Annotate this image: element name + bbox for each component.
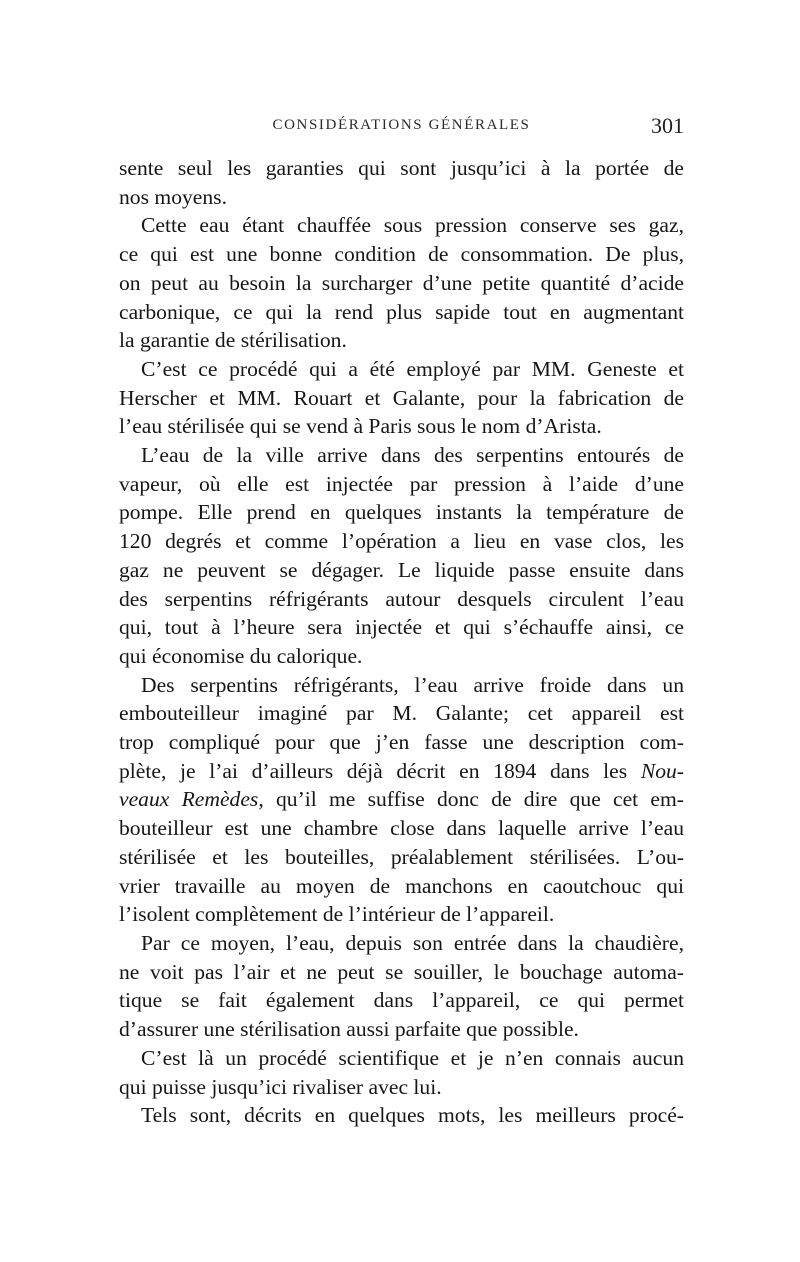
text-line: des serpentins réfrigérants autour desquels circulent l’eau [119, 586, 684, 611]
text-line-with-italic [119, 785, 684, 814]
italic-title-fragment: Nou- [640, 758, 684, 783]
text-line: L’eau de la ville arrive dans des serpentins entourés de [141, 443, 684, 468]
text-line-with-italic [119, 757, 684, 786]
running-head [119, 113, 684, 143]
text-line: Cette eau étant chauffée sous pression conserve ses gaz, [141, 213, 684, 238]
text-line: carbonique, ce qui la rend plus sapide tout en augmentant [119, 299, 684, 324]
text-line: sente seul les garanties qui sont jusqu’ici à la portée de [119, 156, 684, 180]
paragraph-7 [119, 1044, 684, 1101]
text-fragment: plète, je l’ai d’ailleurs déjà décrit en 1894 dans les [119, 758, 628, 783]
text-line: C’est là un procédé scientifique et je n’en connais aucun [141, 1045, 684, 1070]
paragraph-3 [119, 355, 684, 441]
paragraph-1 [119, 154, 684, 211]
text-line: Tels sont, décrits en quelques mots, les meilleurs procé- [141, 1103, 684, 1128]
text-line: Herscher et MM. Rouart et Galante, pour la fabrication de [119, 385, 684, 410]
text-line: l’eau stérilisée qui se vend à Paris sous le nom d’Arista. [119, 414, 602, 439]
text-line: tique se fait également dans l’appareil, ce qui permet [119, 988, 684, 1013]
paragraph-8 [119, 1101, 684, 1130]
paragraph-5 [119, 671, 684, 929]
text-line: nos moyens. [119, 184, 227, 209]
text-line: pompe. Elle prend en quelques instants la température de [119, 500, 684, 525]
paragraph-2 [119, 211, 684, 355]
text-line: l’isolent complètement de l’intérieur de l’appareil. [119, 902, 555, 927]
page-number: 301 [651, 113, 684, 138]
text-line: Par ce moyen, l’eau, depuis son entrée dans la chaudière, [141, 930, 684, 955]
text-line: ce qui est une bonne condition de consommation. De plus, [119, 242, 684, 267]
body-text [119, 154, 684, 1130]
text-line: Des serpentins réfrigérants, l’eau arrive froide dans un [141, 672, 684, 697]
text-line: ne voit pas l’air et ne peut se souiller, le bouchage automa- [119, 959, 684, 984]
text-line: qui économise du calorique. [119, 643, 363, 668]
text-fragment: , qu’il me suffise donc de dire que cet em- [258, 787, 684, 812]
text-line: vrier travaille au moyen de manchons en caoutchouc qui [119, 873, 684, 898]
text-line: stérilisée et les bouteilles, préalablement stérilisées. L’ou- [119, 844, 684, 869]
paragraph-6 [119, 929, 684, 1044]
text-line: bouteilleur est une chambre close dans laquelle arrive l’eau [119, 816, 684, 841]
text-line: trop compliqué pour que j’en fasse une description com- [119, 730, 684, 755]
paragraph-4 [119, 441, 684, 671]
text-line: C’est ce procédé qui a été employé par MM. Geneste et [141, 356, 684, 381]
text-line: qui, tout à l’heure sera injectée et qui s’échauffe ainsi, ce [119, 615, 684, 640]
text-line: embouteilleur imaginé par M. Galante; cet appareil est [119, 701, 684, 726]
text-line: on peut au besoin la surcharger d’une petite quantité d’acide [119, 270, 684, 295]
italic-title-fragment: Remèdes [181, 787, 259, 812]
text-line: vapeur, où elle est injectée par pression à l’aide d’une [119, 471, 684, 496]
text-line: la garantie de stérilisation. [119, 328, 347, 353]
text-line: d’assurer une stérilisation aussi parfaite que possible. [119, 1017, 579, 1042]
running-head-title: CONSIDÉRATIONS GÉNÉRALES [272, 117, 531, 133]
text-line: gaz ne peuvent se dégager. Le liquide passe ensuite dans [119, 557, 684, 582]
text-line: qui puisse jusqu’ici rivaliser avec lui. [119, 1074, 442, 1099]
text-line: 120 degrés et comme l’opération a lieu en vase clos, les [119, 529, 684, 554]
italic-title-fragment: veaux [119, 787, 170, 812]
